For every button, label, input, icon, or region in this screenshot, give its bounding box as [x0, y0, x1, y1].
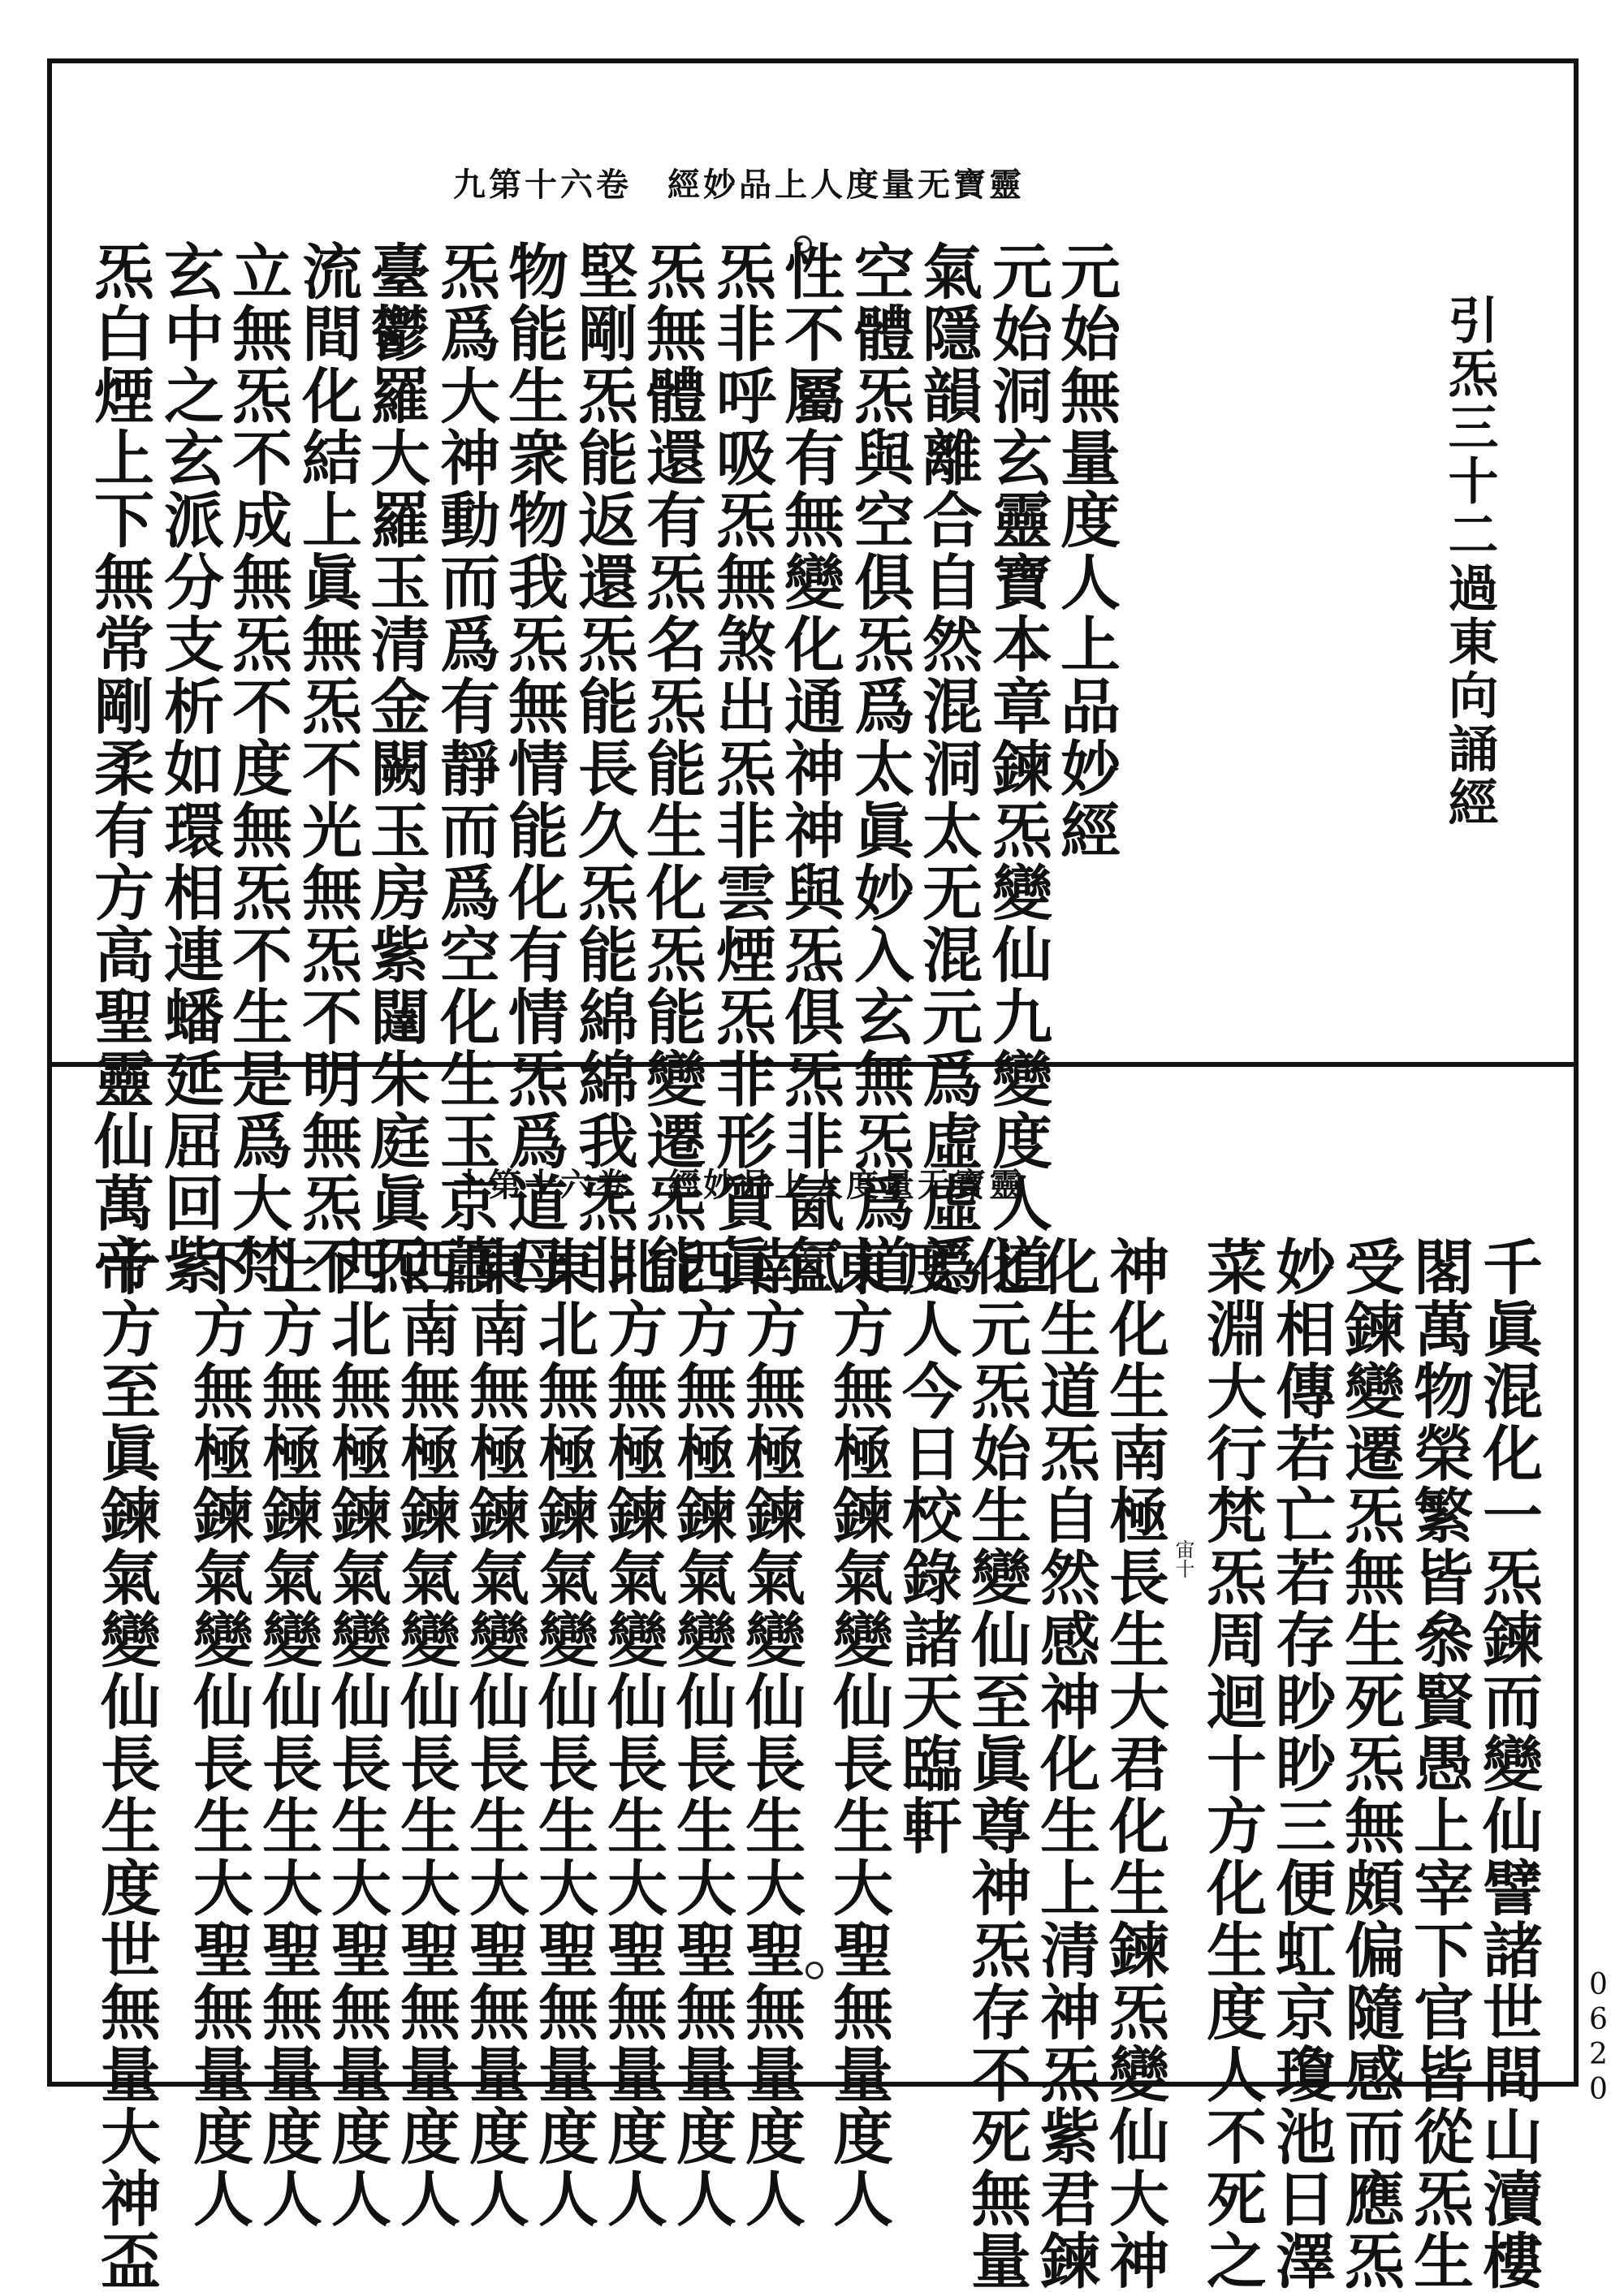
bottom-circle-marker-2	[806, 1962, 823, 1979]
top-column-12: 流間化結上眞無炁不光無炁不明無炁不	[292, 240, 362, 1297]
bottom-column-7: 化生道炁自然感神化生上清神炁紫君鍊	[1030, 1236, 1100, 2292]
top-header: 靈寶无量度人上品妙經 卷六十第九	[453, 166, 1025, 204]
top-column-5: 性不屬有無變化通神神與炁俱炁非氤氳	[775, 240, 844, 1297]
bottom-circle-marker-1	[804, 1245, 822, 1263]
top-column-7: 炁無體還有炁名炁能生化炁能變遷炁能	[637, 240, 706, 1297]
bottom-column-6: 神化生南極長生大君化生鍊炁變仙大神	[1099, 1236, 1169, 2292]
bottom-column-16: 西南無極鍊氣變仙長生大聖無量度人	[391, 1236, 460, 2229]
page-number: 0620	[1582, 1968, 1615, 2108]
bottom-column-4: 妙相傳若亡若存眇眇三便虹京瓊池日澤	[1266, 1236, 1336, 2292]
bottom-column-1: 千眞混化一炁鍊而變仙譬諸世間山瀆樓	[1473, 1236, 1543, 2292]
bottom-column-10: 東方無極鍊氣變仙長生大聖無量度人	[823, 1236, 893, 2229]
bottom-column-18: 上方無極鍊氣變仙長生大聖無量度人	[253, 1236, 322, 2229]
top-column-6: 炁非呼吸炁無煞出炁非雲煙炁非形質眞	[706, 240, 776, 1297]
bottom-column-14: 東北無極鍊氣變仙長生大聖無量度人	[529, 1236, 598, 2229]
bottom-column-9: 度人今日校錄諸天臨軒	[892, 1236, 962, 1857]
bottom-column-3: 受鍊變遷炁無生死炁無頗偏隨感而應炁	[1335, 1236, 1405, 2292]
bottom-header: 靈寶无量度人上品妙經 卷六十第十	[453, 1166, 1025, 1204]
top-column-11: 臺鬱羅大羅玉清金闕玉房紫闥朱庭眞炁	[361, 240, 430, 1297]
bottom-column-12: 西方無極鍊氣變仙長生大聖無量度人	[667, 1236, 736, 2229]
top-column-1: 元始無量度人上品妙經	[1051, 240, 1121, 861]
bottom-column-2: 閣萬物榮繁皆叅賢愚上宰下官皆從炁生	[1404, 1236, 1474, 2292]
bottom-column-5: 菜淵大行梵炁周迴十方化生度人不死之	[1197, 1236, 1267, 2292]
top-column-14: 玄中之玄派分支析如環相連蟠延屈回紫	[154, 240, 224, 1297]
bottom-column-13: 北方無極鍊氣變仙長生大聖無量度人	[598, 1236, 667, 2229]
top-column-9: 物能生衆物我炁無情能化有情炁爲道母	[499, 240, 568, 1297]
bottom-note: 宙十	[1172, 1539, 1194, 1578]
bottom-column-19: 下方無極鍊氣變仙長生大聖無量度人	[184, 1236, 253, 2229]
top-column-8: 堅剛炁能返還炁能長久炁能綿綿我炁非	[568, 240, 638, 1297]
bottom-column-17: 西北無極鍊氣變仙長生大聖無量度人	[322, 1236, 391, 2229]
top-column-10: 炁爲大神動而爲有靜而爲空化生玉京蕭	[430, 240, 500, 1297]
top-column-2: 元始洞玄靈寶本章鍊炁變仙九變度人道	[983, 240, 1052, 1297]
top-column-4: 空體炁與空俱炁爲太眞妙入玄無炁爲道	[844, 240, 914, 1297]
top-column-3: 氣隱韻離合自然混洞太无混元爲虛虛爲	[913, 240, 983, 1297]
bottom-column-15: 東南無極鍊氣變仙長生大聖無量度人	[460, 1236, 529, 2229]
top-column-15: 炁白煙上下無常剛柔有方高聖靈仙萬帝	[84, 240, 154, 1297]
top-side-note: 引炁三十二過東向誦經	[1440, 294, 1499, 830]
bottom-column-20: 十方至眞鍊氣變仙長生度世無量大神盃	[91, 1236, 161, 2292]
bottom-column-8: 化元炁始生變仙至眞尊神炁存不死無量	[961, 1236, 1031, 2292]
bottom-column-11: 南方無極鍊氣變仙長生大聖無量度人	[736, 1236, 806, 2229]
top-column-13: 立無炁不成無炁不度無炁不生是爲大梵	[222, 240, 292, 1297]
